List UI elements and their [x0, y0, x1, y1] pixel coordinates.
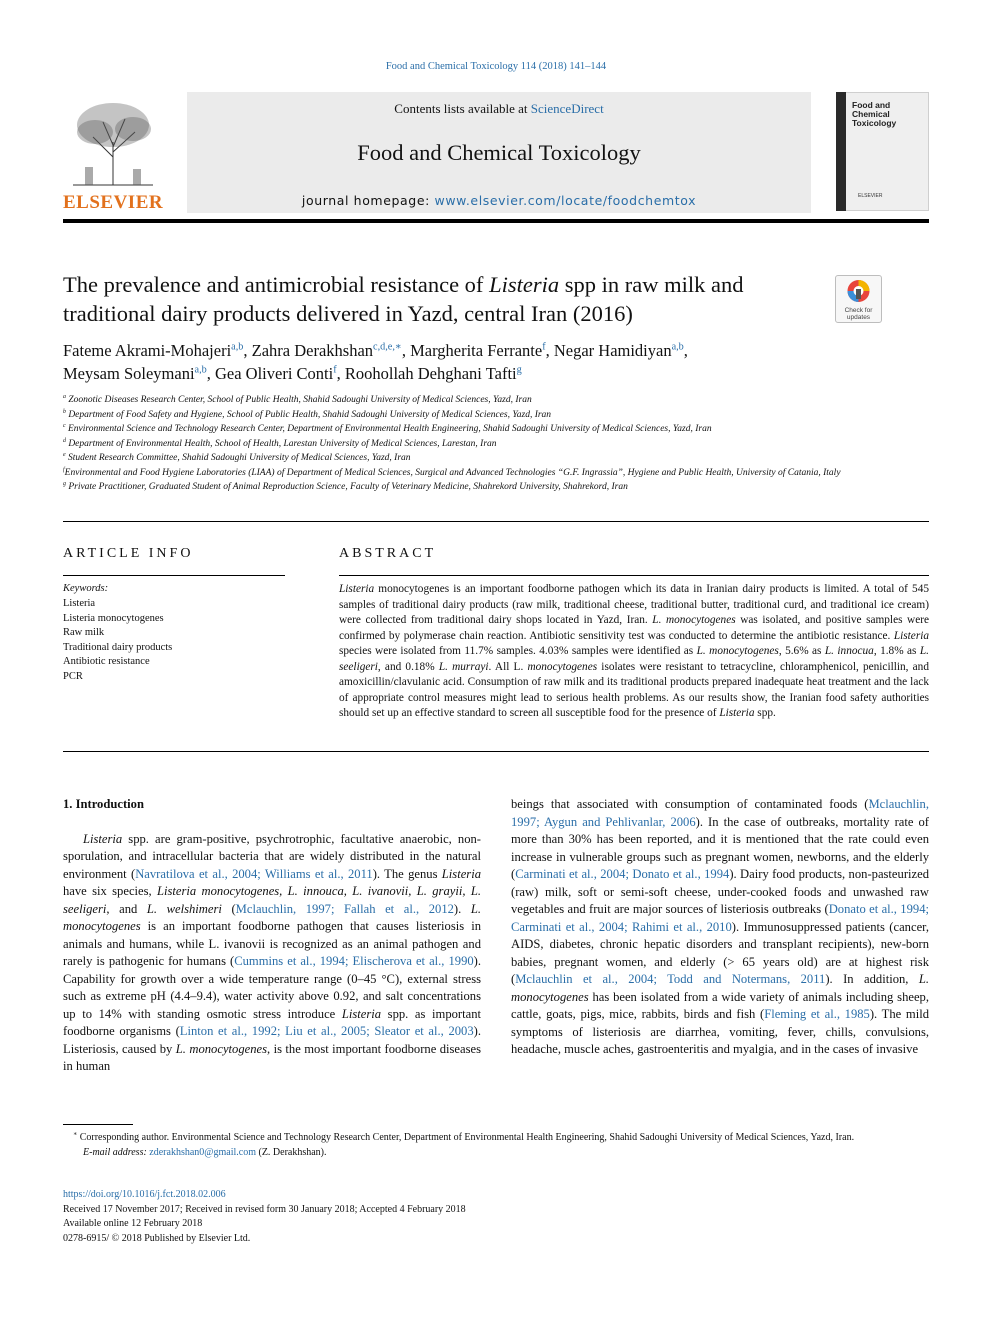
affiliation: [63, 393, 929, 408]
keyword[interactable]: Raw milk: [63, 627, 105, 638]
author-affil-marks[interactable]: f: [333, 364, 337, 376]
intro-paragraph: Listeria spp. are gram-positive, psychrotrophic, facultative anaerobic, non-sporulation, and intracellular bacteria that are widely distributed in the natural environment (Navratilova et al., 2004; Williams et al., 2011). The genus Listeria have six species, Listeria monocytogenes, L. innouca, L. ivanovii, L. grayii, L. seeligeri, and L. welshimeri (Mclauchlin, 1997; Fallah et al., 2012). L. monocytogenes is an important foodborne pathogen that causes listeriosis in animals and humans, while L. ivanovii is recognized as an animal pathogen and rarely is pathogenic for humans (Cummins et al., 1994; Elischerova et al., 1990). Capability for growth over a wide temperature range (0–45 °C), external stress such as extreme pH (4.4–9.4), water activity above 0.92, and salt concentrations up to 14% with standing osmotic stress introduce Listeria spp. as important foodborne organisms (Linton et al., 1992; Liu et al., 2005; Sleator et al., 2003). Listeriosis, caused by L. monocytogenes, is the most important foodborne diseases in human: [63, 831, 482, 1073]
citation-link[interactable]: Carminati et al., 2004; Donato et al., 1994: [515, 867, 730, 881]
affiliation-text: Environmental Science and Technology Research Center, Department of Environmental Health Engineering, Shahid Sadoughi University of Medical Sciences, Yazd, Iran: [67, 424, 712, 434]
intro-left-column: [63, 796, 481, 1076]
affiliations: [63, 393, 929, 495]
received-dates: Received 17 November 2017; Received in revised form 30 January 2018; Accepted 4 February 2018: [63, 1203, 466, 1215]
keyword[interactable]: Listeria monocytogenes: [63, 612, 164, 624]
author[interactable]: [63, 341, 243, 360]
keyword[interactable]: Listeria: [63, 598, 96, 609]
footnotes: [63, 1131, 929, 1160]
homepage-link[interactable]: www.elsevier.com/locate/foodchemtox: [434, 193, 697, 208]
keywords-label: Keywords:: [63, 583, 109, 594]
author-separator: ,: [206, 364, 215, 383]
doi-link[interactable]: https://doi.org/10.1016/j.fct.2018.02.006: [63, 1189, 226, 1200]
affiliation: [63, 408, 929, 423]
abstract-rule: [339, 575, 929, 576]
citation-link[interactable]: Navratilova et al., 2004; Williams et al., 2011: [135, 866, 373, 881]
journal-homepage: [187, 193, 811, 208]
elsevier-wordmark: ELSEVIER: [63, 192, 164, 213]
author-affil-marks[interactable]: c,d,e,∗: [373, 341, 402, 353]
affiliation: [63, 451, 929, 466]
keywords-list: [63, 597, 172, 684]
citation-link[interactable]: Donato et al., 1994; Carminati et al., 2004; Rahimi et al., 2010: [511, 902, 929, 934]
author-list: [63, 339, 929, 385]
article-title: [63, 270, 823, 328]
author-name: Fateme Akrami-Mohajeri: [63, 341, 232, 360]
citation-link[interactable]: Cummins et al., 1994; Elischerova et al., 1990: [234, 954, 474, 968]
affiliation-key: f: [63, 466, 65, 473]
author-separator: ,: [336, 364, 345, 383]
keyword[interactable]: PCR: [63, 670, 83, 682]
article-info-rule: [63, 575, 285, 576]
front-matter: [63, 1188, 466, 1246]
keyword[interactable]: Traditional dairy products: [63, 641, 173, 653]
author[interactable]: [215, 364, 337, 383]
author-name: Gea Oliveri Conti: [214, 364, 334, 383]
author-name: Margherita Ferrante: [410, 341, 543, 360]
author-affil-marks[interactable]: a,b: [231, 341, 244, 353]
affiliation-text: Zoonotic Diseases Research Center, School of Public Health, Shahid Sadoughi University of Medical Sciences, Yazd, Iran: [68, 395, 532, 405]
crossmark-icon: [836, 276, 881, 306]
affiliations-rule: [63, 521, 929, 522]
header-rule: [63, 219, 929, 223]
article-info-heading: ARTICLE INFO: [63, 546, 194, 561]
affiliation-key: a: [63, 393, 66, 400]
contents-prefix: Contents lists available at: [394, 101, 531, 116]
affiliation-text: Department of Food Safety and Hygiene, School of Public Health, Shahid Sadoughi University of Medical Sciences, Yazd, Iran: [68, 409, 552, 420]
issn-copyright: 0278-6915/ © 2018 Published by Elsevier Ltd.: [63, 1232, 251, 1244]
affiliation-text: Student Research Committee, Shahid Sadoughi University of Medical Sciences, Yazd, Iran: [67, 453, 411, 463]
affiliation-key: c: [63, 422, 66, 429]
affiliation-key: g: [63, 480, 66, 487]
abstract-heading: ABSTRACT: [339, 546, 437, 561]
affiliation-key: e: [63, 451, 66, 458]
author[interactable]: [345, 364, 522, 383]
author-affil-marks[interactable]: a,b: [671, 341, 684, 353]
author[interactable]: [63, 364, 207, 383]
contents-line: [187, 101, 811, 117]
author-affil-marks[interactable]: g: [516, 364, 522, 376]
intro-paragraph-continued: beings that associated with consumption of contaminated foods (Mclauchlin, 1997; Aygun and Pehlivanlar, 2006). In the case of outbreaks, mortality rate of more than 30% has been reported, and it is mentioned that the rate could even increase in vulnerable groups such as pregnant women, newborns, and the elderly (Carminati et al., 2004; Donato et al., 1994). Dairy food products, non-pasteurized (raw) milk, soft or semi-soft cheese, under-cooked foods and unwashed raw vegetables and fruit are major sources of listeriosis outbreaks (Donato et al., 1994; Carminati et al., 2004; Rahimi et al., 2010). Immunosuppressed patients (cancer, AIDS, diabetes, chronic hepatic disorders and transplant recipients), new-born babies, pregnant women, and elderly (> 65 years old) are at highest risk (Mclauchlin et al., 2004; Todd and Notermans, 2011). In addition, L. monocytogenes has been isolated from a wide variety of animals including sheep, cattle, goats, pigs, mice, rabbits, birds and fish (Fleming et al., 1985). The mild symptoms of listeriosis are diarrhea, vomiting, fever, chills, convulsions, headache, muscle aches, gastroenteritis and myalgia, and in the cases of invasive: [511, 797, 929, 1056]
affiliation-text: Environmental and Food Hygiene Laboratories (LIAA) of Department of Medical Sciences, Surgical and Advanced Technologies “G.F. Ingrassia”, Hygiene and Public Health, University of Catania, Italy: [64, 467, 841, 478]
email-link[interactable]: zderakhshan0@gmail.com: [149, 1146, 256, 1158]
affiliation: [63, 437, 929, 452]
author[interactable]: [554, 341, 684, 360]
affiliation: [63, 466, 929, 481]
affiliation: [63, 422, 929, 437]
citation-link[interactable]: Linton et al., 1992; Liu et al., 2005; Sleator et al., 2003: [179, 1024, 474, 1038]
title-italic: Listeria: [489, 272, 560, 297]
check-for-updates-label: Check for updates: [844, 307, 873, 321]
intro-right-column: [511, 796, 929, 1059]
citation-link[interactable]: Mclauchlin, 1997; Aygun and Pehlivanlar, 2006: [511, 797, 929, 829]
cover-title: Food and Chemical Toxicology: [852, 100, 897, 128]
author-separator: ,: [401, 341, 411, 360]
title-part2: spp in raw milk and traditional dairy products delivered in Yazd, central Iran (2016): [63, 272, 744, 326]
affiliation-key: b: [63, 408, 66, 415]
check-for-updates-badge[interactable]: [835, 275, 882, 323]
abstract-text: Listeria monocytogenes is an important foodborne pathogen which its data in Iranian dairy products is limited. A total of 545 samples of traditional dairy products (raw milk, traditional cheese, traditional butter, traditional curd, and traditional ice cream) were collected from traditional dairy shops located in Yazd, Iran. L. monocytogenes was isolated, and positive samples were confirmed by polymerase chain reaction. Antibiotic sensitivity test was conducted to determine the antibiotic resistance. Listeria species were isolated from 11.7% samples. 4.03% samples were identified as L. monocytogenes, 5.6% as L. innocua, 1.8% as L. seeligeri, and 0.18% L. murrayi. All L. monocytogenes isolates were resistant to tetracycline, chloramphenicol, penicillin, and amoxicillin/clavulanic acid. Consumption of raw milk and its traditional products prepared inadequate heat treatment and the lack of appropriate control measures might lead to serious health problems. As our results show, the Iranian food safety authorities should set up an effective standard to screen all susceptible food for the presence of Listeria spp.: [339, 583, 930, 719]
author-affil-marks[interactable]: a,b: [194, 364, 207, 376]
footnote-rule: [63, 1124, 133, 1125]
affiliation-text: Private Practitioner, Graduated Student of Animal Reproduction Science, Faculty of Veterinary Medicine, Shahrekord University, Shahrekord, Iran: [68, 482, 628, 492]
affiliation-text: Department of Environmental Health, School of Health, Larestan University of Medical Sciences, Larestan, Iran: [68, 438, 497, 449]
author[interactable]: [410, 341, 546, 360]
journal-citation[interactable]: Food and Chemical Toxicology 114 (2018) 141–144: [385, 61, 607, 72]
title-part1: The prevalence and antimicrobial resistance of: [63, 272, 490, 297]
journal-title: Food and Chemical Toxicology: [357, 140, 641, 165]
author-affil-marks[interactable]: f: [542, 341, 546, 353]
abstract-bottom-rule: [63, 751, 929, 752]
available-online: Available online 12 February 2018: [63, 1218, 203, 1229]
homepage-label: journal homepage:: [301, 193, 435, 208]
cover-spine: [836, 92, 846, 211]
author-separator: ,: [243, 341, 252, 360]
author-name: Zahra Derakhshan: [251, 341, 374, 360]
corresponding-author-note: ∗ Corresponding author. Environmental Science and Technology Research Center, Department of Environmental Health Engineering, Shahid Sadoughi University of Medical Sciences, Yazd, Iran.: [73, 1130, 855, 1143]
author-name: Meysam Soleymani: [63, 364, 195, 383]
keyword[interactable]: Antibiotic resistance: [63, 656, 150, 667]
citation-link[interactable]: Mclauchlin et al., 2004; Todd and Notermans, 2011: [515, 972, 826, 986]
email-note: E-mail address: zderakhshan0@gmail.com (Z. Derakhshan).: [83, 1146, 327, 1158]
author-name: Roohollah Dehghani Tafti: [344, 364, 517, 383]
author-name: Negar Hamidiyan: [553, 341, 672, 360]
affiliation: [63, 480, 929, 495]
cover-publisher: ELSEVIER: [858, 193, 883, 199]
author[interactable]: [252, 341, 402, 360]
author-separator: ,: [545, 341, 554, 360]
intro-heading: 1. Introduction: [63, 797, 144, 811]
citation-link[interactable]: Mclauchlin, 1997; Fallah et al., 2012: [235, 901, 454, 916]
sciencedirect-link[interactable]: ScienceDirect: [530, 101, 604, 116]
citation-link[interactable]: Fleming et al., 1985: [764, 1007, 870, 1021]
affiliation-key: d: [63, 437, 66, 444]
author-separator: ,: [683, 341, 688, 360]
